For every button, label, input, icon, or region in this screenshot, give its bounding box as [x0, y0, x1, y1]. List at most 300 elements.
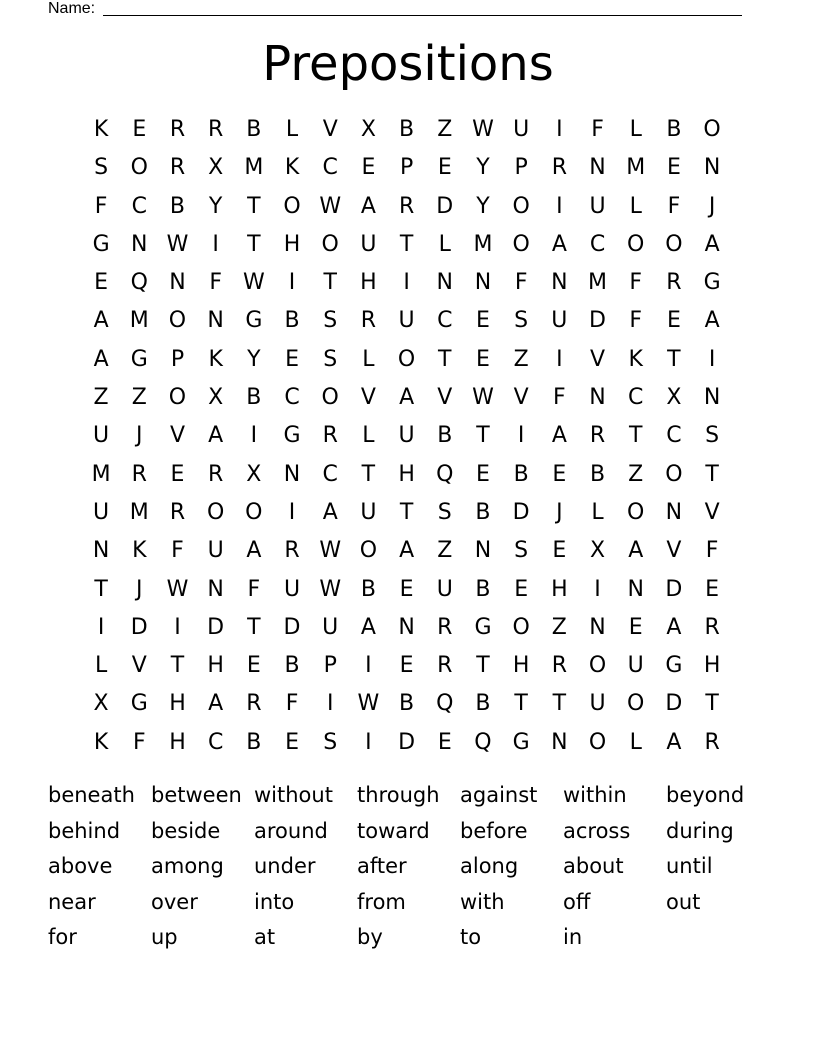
grid-letter: R	[704, 729, 720, 755]
grid-letter: N	[474, 538, 492, 564]
grid-letter: T	[361, 461, 376, 487]
grid-letter: T	[247, 614, 261, 640]
grid-letter: N	[474, 270, 492, 296]
grid-letter: I	[250, 423, 258, 449]
grid-letter: C	[589, 231, 606, 257]
grid-letter: B	[475, 691, 491, 717]
grid-letter: Q	[436, 691, 454, 717]
grid-letter: U	[589, 193, 606, 219]
grid-letter: A	[399, 538, 415, 564]
word-list-item: around	[254, 818, 328, 843]
grid-letter: U	[398, 423, 415, 449]
word-list-item: from	[357, 889, 406, 914]
grid-letter: K	[628, 346, 643, 372]
grid-letter: V	[590, 346, 606, 372]
word-list-item: between	[151, 783, 242, 807]
grid-letter: R	[208, 461, 224, 487]
grid-letter: F	[132, 729, 146, 755]
grid-letter: V	[360, 385, 376, 411]
grid-letter: N	[436, 270, 454, 296]
word-list-item: toward	[357, 818, 430, 843]
grid-letter: M	[91, 461, 111, 487]
grid-letter: B	[437, 423, 453, 449]
grid-letter: I	[403, 270, 410, 296]
grid-letter: B	[513, 461, 529, 487]
grid-letter: E	[132, 117, 147, 142]
grid-letter: B	[475, 499, 491, 525]
grid-letter: O	[321, 231, 339, 257]
grid-letter: N	[665, 499, 683, 525]
grid-letter: R	[322, 423, 338, 449]
grid-letter: E	[94, 270, 109, 296]
grid-letter: D	[130, 614, 148, 640]
grid-letter: U	[360, 499, 377, 525]
grid-letter: Z	[551, 614, 567, 640]
grid-letter: O	[627, 499, 645, 525]
word-list-item: during	[666, 818, 734, 843]
grid-letter: U	[322, 614, 339, 640]
grid-letter: W	[357, 691, 380, 717]
word-list-item: above	[48, 854, 113, 878]
grid-letter: G	[245, 308, 263, 334]
grid-letter: V	[704, 499, 720, 525]
grid-letter: F	[209, 270, 222, 296]
grid-letter: S	[323, 308, 338, 334]
word-list-item: for	[48, 925, 77, 949]
word-list-item: behind	[48, 818, 121, 843]
grid-letter: T	[628, 423, 643, 449]
grid-letter: X	[93, 691, 109, 717]
grid-letter: F	[514, 270, 528, 296]
grid-letter: O	[665, 461, 683, 487]
grid-letter: R	[551, 155, 567, 181]
grid-letter: J	[136, 423, 143, 449]
grid-letter: A	[246, 538, 262, 564]
grid-letter: R	[437, 614, 453, 640]
grid-letter: E	[361, 155, 376, 181]
grid-letter: C	[207, 729, 224, 755]
grid-letter: H	[169, 691, 186, 717]
grid-letter: U	[283, 576, 301, 602]
grid-letter: R	[589, 423, 606, 449]
grid-letter: O	[397, 346, 416, 372]
grid-letter: A	[93, 308, 109, 334]
grid-letter: Z	[93, 385, 109, 411]
grid-letter: N	[283, 461, 301, 487]
grid-letter: D	[512, 499, 530, 525]
grid-letter: P	[170, 346, 185, 372]
grid-letter: T	[399, 231, 414, 257]
grid-letter: F	[285, 691, 299, 717]
grid-letter: D	[207, 614, 225, 640]
grid-letter: N	[627, 576, 644, 602]
grid-letter: M	[129, 499, 149, 525]
grid-letter: B	[399, 117, 415, 142]
grid-letter: T	[667, 346, 681, 372]
grid-letter: O	[359, 538, 378, 564]
grid-letter: K	[93, 729, 109, 755]
grid-letter: F	[629, 270, 643, 296]
grid-letter: N	[92, 538, 110, 564]
grid-letter: N	[207, 308, 224, 334]
grid-letter: Y	[476, 193, 490, 219]
grid-letter: D	[283, 614, 301, 640]
grid-letter: O	[512, 193, 530, 219]
grid-letter: L	[629, 193, 642, 219]
grid-letter: I	[708, 346, 716, 372]
word-list-item: along	[460, 854, 519, 878]
grid-letter: C	[628, 385, 644, 411]
grid-letter: S	[323, 346, 338, 372]
grid-letter: E	[476, 346, 490, 372]
grid-letter: O	[665, 231, 683, 257]
grid-letter: A	[666, 729, 682, 755]
grid-letter: Z	[628, 461, 644, 487]
grid-letter: N	[131, 231, 148, 257]
grid-letter: N	[703, 385, 721, 411]
grid-letter: E	[399, 653, 414, 679]
grid-letter: T	[94, 576, 108, 602]
grid-letter: D	[665, 576, 683, 602]
grid-letter: W	[166, 231, 189, 257]
grid-letter: R	[246, 691, 262, 717]
grid-letter: M	[244, 155, 264, 181]
grid-letter: L	[362, 423, 375, 449]
grid-letter: Z	[513, 346, 529, 372]
grid-letter: G	[665, 653, 683, 679]
grid-letter: L	[285, 117, 299, 142]
grid-letter: R	[666, 270, 682, 296]
grid-letter: F	[171, 538, 184, 564]
grid-letter: L	[438, 231, 451, 257]
grid-letter: U	[398, 308, 415, 334]
grid-letter: S	[323, 729, 338, 755]
grid-letter: I	[288, 499, 296, 525]
grid-letter: M	[473, 231, 493, 257]
grid-letter: E	[628, 614, 643, 640]
grid-letter: A	[628, 538, 644, 564]
grid-letter: O	[130, 155, 148, 181]
grid-letter: T	[170, 653, 185, 679]
grid-letter: E	[666, 155, 681, 181]
grid-letter: U	[589, 691, 606, 717]
word-list-item: within	[563, 783, 627, 807]
grid-letter: T	[705, 461, 719, 487]
grid-letter: W	[242, 270, 265, 296]
grid-letter: E	[476, 308, 490, 334]
word-list-item: to	[460, 925, 482, 949]
grid-letter: T	[552, 691, 567, 717]
grid-letter: H	[360, 270, 377, 296]
grid-letter: X	[666, 385, 682, 411]
grid-letter: R	[208, 117, 224, 142]
grid-letter: E	[666, 308, 681, 334]
grid-letter: L	[94, 653, 108, 679]
grid-letter: E	[246, 653, 261, 679]
grid-letter: U	[513, 117, 530, 142]
grid-letter: U	[436, 576, 453, 602]
grid-letter: V	[437, 385, 453, 411]
grid-letter: C	[322, 155, 338, 181]
word-list-item: before	[460, 818, 528, 843]
grid-letter: N	[703, 155, 721, 181]
grid-letter: L	[629, 117, 642, 142]
grid-letter: M	[626, 155, 646, 181]
grid-letter: T	[247, 193, 261, 219]
grid-letter: T	[476, 653, 490, 679]
grid-letter: M	[129, 308, 149, 334]
word-list-item: beside	[151, 818, 221, 843]
grid-letter: I	[174, 614, 181, 640]
grid-letter: L	[362, 346, 375, 372]
grid-letter: C	[322, 461, 338, 487]
word-list-item: until	[666, 854, 713, 878]
grid-letter: O	[627, 231, 645, 257]
grid-letter: O	[168, 308, 187, 334]
word-list-item: into	[254, 889, 295, 914]
word-bank	[48, 778, 768, 956]
grid-letter: O	[283, 193, 301, 219]
grid-letter: Z	[437, 117, 453, 142]
grid-letter: B	[475, 576, 491, 602]
name-field	[48, 0, 742, 18]
word-list-item: off	[563, 889, 591, 914]
word-list-item: beyond	[666, 783, 745, 807]
grid-letter: E	[437, 729, 452, 755]
grid-letter: W	[319, 538, 342, 564]
grid-letter: T	[476, 423, 490, 449]
grid-letter: X	[360, 117, 376, 142]
grid-letter: H	[398, 461, 415, 487]
grid-letter: T	[399, 499, 414, 525]
grid-letter: T	[247, 231, 261, 257]
grid-letter: G	[283, 423, 301, 449]
grid-letter: S	[514, 538, 529, 564]
grid-letter: I	[556, 346, 563, 372]
grid-letter: J	[556, 499, 563, 525]
grid-letter: K	[284, 155, 300, 181]
grid-letter: R	[169, 155, 186, 181]
grid-letter: G	[703, 270, 721, 296]
grid-letter: Y	[208, 193, 223, 219]
word-list-item: among	[151, 854, 224, 878]
word-list-item: after	[357, 854, 407, 878]
grid-letter: Y	[247, 346, 261, 372]
grid-letter: H	[283, 231, 301, 257]
grid-letter: N	[207, 576, 224, 602]
grid-letter: A	[93, 346, 109, 372]
word-list-item: over	[151, 889, 198, 914]
grid-letter: A	[704, 231, 720, 257]
grid-letter: F	[705, 538, 719, 564]
word-list-item: across	[563, 818, 631, 843]
grid-letter: I	[517, 423, 525, 449]
grid-letter: I	[556, 117, 563, 142]
grid-letter: P	[323, 653, 337, 679]
grid-letter: N	[551, 729, 568, 755]
grid-letter: R	[169, 499, 186, 525]
grid-letter: F	[94, 193, 108, 219]
grid-letter: G	[474, 614, 492, 640]
grid-letter: J	[136, 576, 143, 602]
grid-letter: H	[703, 653, 721, 679]
grid-letter: A	[322, 499, 338, 525]
grid-letter: B	[284, 308, 300, 334]
grid-letter: H	[551, 576, 568, 602]
letter-grid	[82, 111, 732, 762]
grid-letter: C	[284, 385, 300, 411]
name-label: Name:	[48, 0, 96, 17]
grid-letter: X	[208, 155, 224, 181]
grid-letter: E	[705, 576, 720, 602]
grid-letter: E	[285, 346, 299, 372]
grid-letter: O	[703, 117, 721, 142]
grid-letter: S	[94, 155, 109, 181]
grid-letter: D	[436, 193, 454, 219]
grid-letter: E	[552, 538, 567, 564]
word-list-item: against	[460, 783, 538, 807]
grid-letter: D	[589, 308, 606, 334]
grid-letter: R	[131, 461, 147, 487]
grid-letter: T	[438, 346, 452, 372]
grid-letter: U	[627, 653, 644, 679]
grid-letter: S	[705, 423, 720, 449]
grid-letter: R	[360, 308, 377, 334]
grid-letter: O	[321, 385, 339, 411]
grid-letter: R	[284, 538, 300, 564]
grid-letter: U	[93, 423, 110, 449]
grid-letter: G	[130, 346, 148, 372]
grid-letter: O	[168, 385, 187, 411]
grid-letter: E	[170, 461, 185, 487]
word-list-item: without	[254, 783, 333, 807]
grid-letter: R	[398, 193, 415, 219]
grid-letter: B	[399, 691, 415, 717]
grid-letter: L	[591, 499, 604, 525]
grid-letter: O	[512, 231, 530, 257]
word-list-item: through	[357, 783, 440, 807]
grid-letter: N	[589, 155, 606, 181]
grid-letter: Y	[476, 155, 490, 181]
grid-letter: A	[360, 614, 376, 640]
grid-letter: N	[589, 385, 606, 411]
word-list-item: in	[563, 925, 583, 949]
grid-letter: W	[319, 193, 342, 219]
grid-letter: V	[513, 385, 529, 411]
grid-letter: A	[208, 691, 224, 717]
grid-letter: C	[131, 193, 147, 219]
grid-letter: F	[667, 193, 681, 219]
grid-letter: L	[629, 729, 642, 755]
grid-letter: K	[93, 117, 109, 142]
grid-letter: V	[131, 653, 147, 679]
grid-letter: O	[206, 499, 225, 525]
grid-letter: X	[589, 538, 606, 564]
name-underline	[103, 15, 742, 16]
word-list-item: by	[357, 925, 383, 949]
grid-letter: B	[284, 653, 300, 679]
grid-letter: B	[246, 729, 262, 755]
word-list-item: beneath	[48, 783, 135, 807]
grid-letter: A	[704, 308, 720, 334]
grid-letter: S	[514, 308, 529, 334]
grid-letter: N	[589, 614, 606, 640]
grid-letter: A	[666, 614, 682, 640]
grid-letter: U	[360, 231, 377, 257]
grid-letter: G	[130, 691, 148, 717]
page-title: Prepositions	[262, 36, 554, 92]
grid-letter: J	[708, 193, 716, 219]
grid-letter: U	[93, 499, 110, 525]
grid-letter: P	[514, 155, 528, 181]
grid-letter: O	[588, 729, 607, 755]
word-list-item: with	[460, 889, 505, 914]
grid-letter: I	[365, 653, 372, 679]
grid-letter: O	[588, 653, 607, 679]
grid-letter: F	[629, 308, 643, 334]
grid-letter: M	[588, 270, 608, 296]
grid-letter: C	[437, 308, 453, 334]
grid-letter: Z	[437, 538, 453, 564]
grid-letter: E	[552, 461, 567, 487]
grid-letter: R	[704, 614, 720, 640]
grid-letter: U	[207, 538, 224, 564]
word-list-item: up	[151, 925, 178, 949]
grid-letter: B	[246, 385, 262, 411]
grid-letter: O	[512, 614, 530, 640]
grid-letter: G	[512, 729, 530, 755]
grid-letter: B	[246, 117, 262, 142]
grid-letter: F	[591, 117, 604, 142]
grid-letter: T	[705, 691, 719, 717]
grid-letter: V	[322, 117, 338, 142]
grid-letter: O	[627, 691, 645, 717]
word-list-item: at	[254, 925, 276, 949]
grid-letter: K	[132, 538, 147, 564]
grid-letter: B	[360, 576, 376, 602]
grid-letter: U	[551, 308, 568, 334]
word-list-item: under	[254, 854, 316, 878]
grid-letter: Q	[474, 729, 492, 755]
grid-letter: T	[323, 270, 337, 296]
grid-letter: E	[399, 576, 414, 602]
grid-letter: A	[551, 231, 567, 257]
grid-letter: P	[399, 155, 414, 181]
grid-letter: X	[246, 461, 262, 487]
grid-letter: H	[207, 653, 224, 679]
grid-letter: A	[208, 423, 224, 449]
grid-letter: H	[512, 653, 530, 679]
grid-letter: R	[169, 117, 186, 142]
grid-letter: H	[169, 729, 186, 755]
grid-letter: I	[97, 614, 105, 640]
grid-letter: I	[288, 270, 296, 296]
grid-letter: Z	[131, 385, 147, 411]
grid-letter: E	[476, 461, 490, 487]
grid-letter: I	[365, 729, 372, 755]
grid-letter: B	[589, 461, 606, 487]
grid-letter: G	[92, 231, 110, 257]
grid-letter: B	[666, 117, 682, 142]
grid-letter: R	[551, 653, 567, 679]
grid-letter: I	[594, 576, 601, 602]
grid-letter: I	[556, 193, 563, 219]
grid-letter: O	[245, 499, 263, 525]
word-list-item: near	[48, 889, 96, 914]
grid-letter: W	[319, 576, 342, 602]
grid-letter: N	[551, 270, 568, 296]
grid-letter: D	[665, 691, 683, 717]
